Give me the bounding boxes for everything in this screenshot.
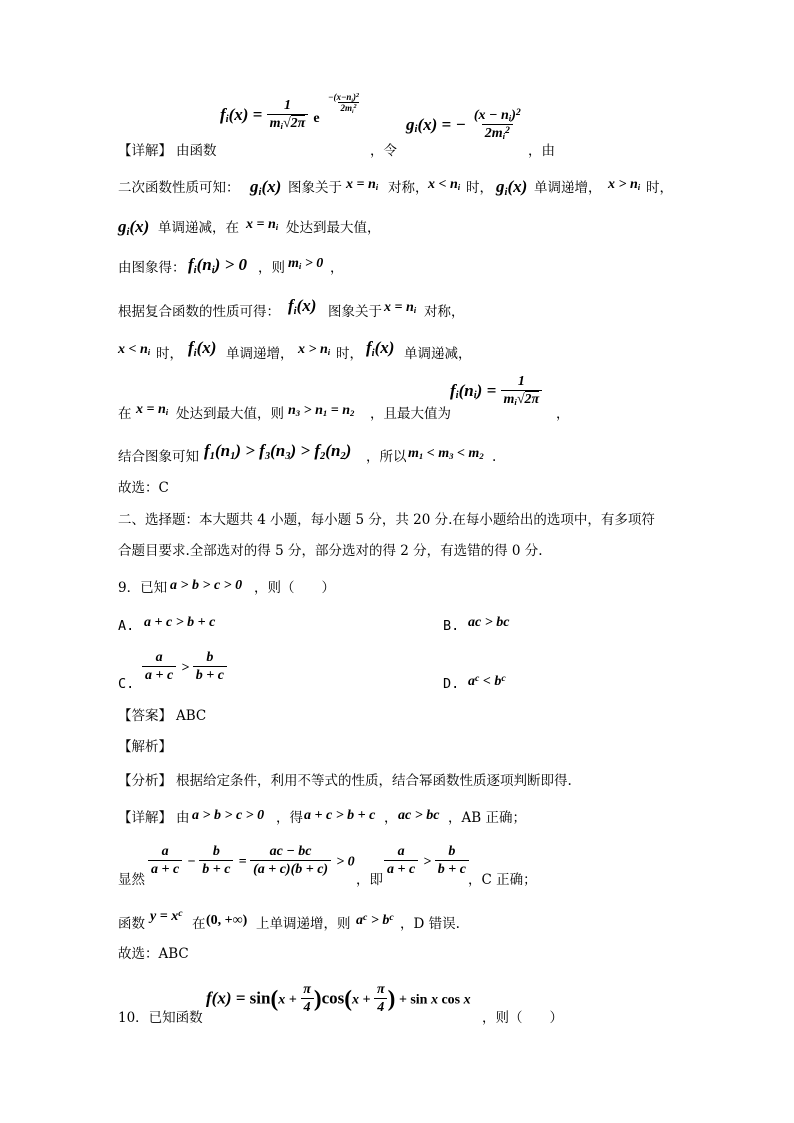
- question-stem: 10．已知函数: [118, 1010, 203, 1026]
- formula: x < ni: [428, 177, 461, 193]
- formula: $a^c > b^c$: [356, 911, 394, 928]
- formula: f1(n1) > f3(n3) > f2(n2): [204, 441, 352, 462]
- formula: a + c > b + c: [304, 808, 376, 823]
- text-fragment: ，令: [370, 143, 397, 159]
- analysis-label: 【解析】: [118, 739, 172, 755]
- answer-select: 故选：ABC: [118, 946, 189, 962]
- formula: fi(x): [288, 296, 317, 317]
- text-fragment: 根据复合函数的性质可得：: [118, 304, 280, 320]
- formula: fi(x): [188, 338, 217, 359]
- formula: m1 < m3 < m2: [408, 446, 484, 462]
- text-fragment: 时，: [466, 180, 493, 196]
- text-fragment: 函数: [118, 916, 145, 932]
- option-b-formula: ac > bc: [468, 615, 510, 630]
- formula: x = ni: [346, 177, 379, 193]
- text-fragment: ，: [556, 406, 570, 422]
- option-a-formula: a + c > b + c: [144, 615, 216, 630]
- text-fragment: ，即: [356, 872, 383, 888]
- text-fragment: ，且最大值为: [370, 406, 451, 422]
- formula: gi(x): [250, 177, 282, 198]
- text-fragment: 由函数: [176, 143, 217, 159]
- formula: n3 > n1 = n2: [288, 403, 355, 419]
- text-fragment: 时，: [336, 346, 363, 362]
- fenxi-text: 根据给定条件，利用不等式的性质，结合幂函数性质逐项判断即得.: [176, 773, 572, 789]
- question-stem: ，则（ ）: [482, 1010, 563, 1026]
- text-fragment: 单调递增，: [534, 180, 602, 196]
- text-fragment: 由: [176, 810, 190, 826]
- text-fragment: ，AB 正确；: [448, 810, 526, 826]
- detail-label: 【详解】: [118, 810, 172, 826]
- section-heading: 二、选择题：本大题共 4 小题，每小题 5 分，共 20 分.在每小题给出的选项中，有多项符: [118, 512, 655, 528]
- formula: fi(x): [366, 338, 395, 359]
- text-fragment: 处达到最大值，: [286, 220, 381, 236]
- text-fragment: 显然: [118, 872, 145, 888]
- text-fragment: ，: [330, 260, 344, 276]
- text-fragment: 单调递减，在: [158, 220, 239, 236]
- formula-fraction-difference: $\frac{a}{a + c}$ − $\frac{b}{b + c}$ = $\frac{ac - bc}{(a + c)(b + c)}$ > 0: [148, 844, 355, 878]
- option-a-label: A.: [118, 618, 135, 634]
- formula: gi(x): [496, 177, 528, 198]
- fenxi-label: 【分析】: [118, 773, 172, 789]
- option-c-formula: $\frac{a}{a + c}$ > $\frac{b}{b + c}$: [142, 650, 227, 684]
- formula: a > b > c > 0: [192, 808, 265, 823]
- formula-max-value: fi(ni) = $\frac{1}{mi√2\pi}$: [450, 374, 542, 408]
- answer-select: 故选：C: [118, 480, 169, 496]
- option-d-formula: $a^c < b^c$: [468, 672, 506, 689]
- formula: x > ni: [298, 342, 331, 358]
- text-fragment: ，则: [258, 260, 285, 276]
- formula: x = ni: [246, 217, 279, 233]
- answer-label: 【答案】: [118, 708, 172, 724]
- text-fragment: 对称，: [424, 304, 465, 320]
- option-b-label: B.: [443, 618, 460, 634]
- text-fragment: 单调递增，: [226, 346, 294, 362]
- option-d-label: D.: [443, 676, 460, 692]
- text-fragment: 时，: [156, 346, 183, 362]
- question-stem: ，则（ ）: [254, 580, 335, 596]
- text-fragment: 由图象得：: [118, 260, 186, 276]
- text-fragment: ，C 正确；: [468, 872, 537, 888]
- text-fragment: 二次函数性质可知：: [118, 180, 240, 196]
- question-stem: 9．已知: [118, 580, 168, 596]
- text-fragment: 在: [192, 916, 206, 932]
- formula: x > ni: [608, 177, 641, 193]
- text-fragment: 对称，: [388, 180, 429, 196]
- text-fragment: ，: [384, 810, 398, 826]
- formula: gi(x): [118, 217, 150, 238]
- text-fragment: ，所以: [366, 449, 407, 465]
- text-fragment: 图象关于: [328, 304, 382, 320]
- formula: x < ni: [118, 342, 151, 358]
- text-fragment: ，D 错误.: [400, 916, 460, 932]
- text-fragment: 结合图象可知: [118, 449, 199, 465]
- text-fragment: 上单调递增，则: [256, 916, 351, 932]
- formula: $\frac{a}{a + c}$ > $\frac{b}{b + c}$: [384, 844, 469, 878]
- formula: fi(ni) > 0: [188, 255, 248, 276]
- detail-label: 【详解】: [118, 143, 172, 159]
- formula: ac > bc: [398, 808, 440, 823]
- formula: x = ni: [136, 402, 169, 418]
- formula-fi: fi(x) = $\frac{1}{mi√2\pi}$ e $-(x-ni)^2$ $2mi^2$: [220, 92, 360, 132]
- option-c-label: C.: [118, 676, 135, 692]
- text-fragment: 图象关于: [288, 180, 342, 196]
- text-fragment: 时，: [646, 180, 673, 196]
- answer-value: ABC: [176, 708, 207, 724]
- formula: $y = x^c$: [150, 907, 183, 924]
- formula: x = ni: [384, 300, 417, 316]
- formula-gi: gi(x) = − $\frac{(x - ni)^2}{2mi^2}$: [406, 106, 521, 142]
- text-fragment: 处达到最大值，则: [176, 406, 284, 422]
- text-fragment: 在: [118, 406, 132, 422]
- formula-q10-function: f(x) = sin(x + $\frac{\pi}{4}$ )cos(x + $\frac{\pi}{4}$ ) + sin x cos x: [206, 982, 471, 1015]
- formula: a > b > c > 0: [170, 578, 243, 593]
- formula: (0, +∞): [206, 913, 248, 928]
- formula: mi > 0: [288, 256, 324, 272]
- text-fragment: ，得: [276, 810, 303, 826]
- text-fragment: .: [492, 449, 497, 465]
- section-heading: 合题目要求.全部选对的得 5 分，部分选对的得 2 分，有选错的得 0 分.: [118, 543, 543, 559]
- text-fragment: 单调递减，: [404, 346, 472, 362]
- text-fragment: ，由: [528, 143, 555, 159]
